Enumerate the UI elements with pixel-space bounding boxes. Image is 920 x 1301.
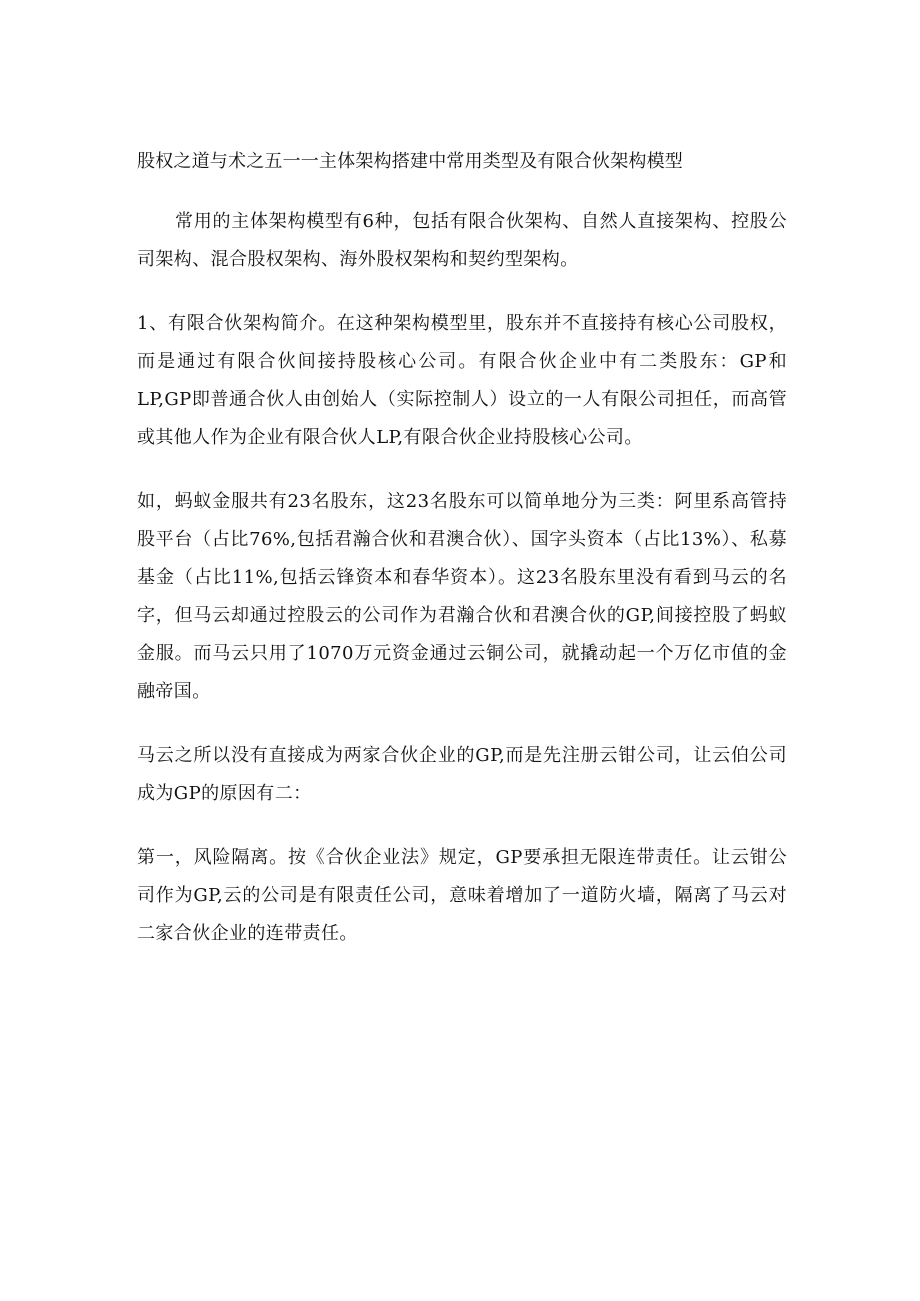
document-body <box>137 147 787 979</box>
paragraph-reasons-intro: 马云之所以没有直接成为两家合伙企业的GP,而是先注册云钳公司，让云伯公司成为GP的原因有二： <box>137 745 787 804</box>
paragraph-intro: 常用的主体架构模型有6种，包括有限合伙架构、自然人直接架构、控股公司架构、混合股权架构、海外股权架构和契约型架构。 <box>137 211 787 270</box>
document-title: 股权之道与术之五一一主体架构搭建中常用类型及有限合伙架构模型 <box>137 151 683 172</box>
paragraph-ant-financial-example: 如，蚂蚁金服共有23名股东，这23名股东可以简单地分为三类：阿里系高管持股平台（占比76%,包括君瀚合伙和君澳合伙）、国字头资本（占比13%）、私募基金（占比11%,包括云锋资本和春华资本）。这23名股东里没有看到马云的名字，但马云却通过控股云的公司作为君瀚合伙和君澳合伙的GP,间接控股了蚂蚁金服。而马云只用了1070万元资金通过云铜公司，就撬动起一个万亿市值的金融帝国。 <box>137 491 787 702</box>
paragraph-limited-partnership: 1、有限合伙架构简介。在这种架构模型里，股东并不直接持有核心公司股权，而是通过有限合伙间接持股核心公司。有限合伙企业中有二类股东：GP和LP,GP即普通合伙人由创始人（实际控制人）设立的一人有限公司担任，而高管或其他人作为企业有限合伙人LP,有限合伙企业持股核心公司。 <box>137 313 787 448</box>
paragraph-risk-isolation: 第一，风险隔离。按《合伙企业法》规定，GP要承担无限连带责任。让云钳公司作为GP,云的公司是有限责任公司，意味着增加了一道防火墙，隔离了马云对二家合伙企业的连带责任。 <box>137 847 787 944</box>
